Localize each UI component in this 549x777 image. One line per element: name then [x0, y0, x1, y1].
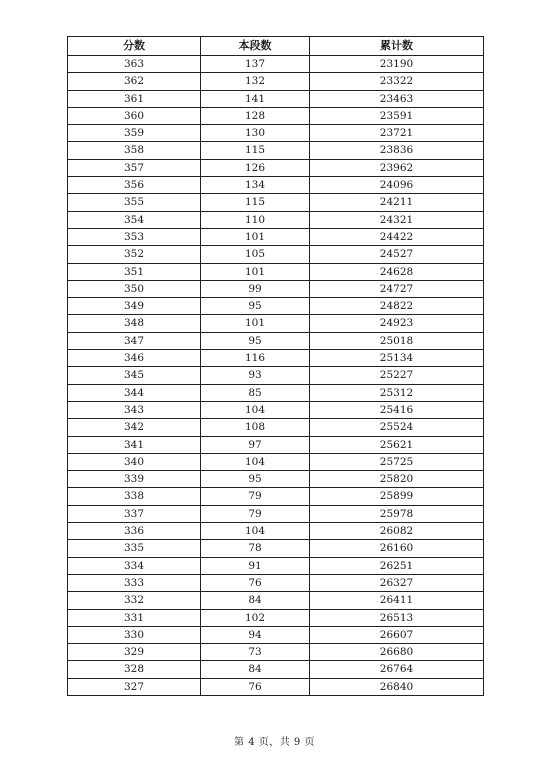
table-header-row [68, 37, 484, 56]
segment-count-cell: 99 [201, 280, 310, 297]
table-row [68, 263, 484, 280]
cumulative-count-cell: 25227 [310, 367, 484, 384]
score-cell: 345 [68, 367, 201, 384]
score-cell: 360 [68, 107, 201, 124]
header-segment-count: 本段数 [201, 37, 310, 56]
table-row [68, 298, 484, 315]
segment-count-cell: 84 [201, 661, 310, 678]
table-row [68, 384, 484, 401]
score-cell: 328 [68, 661, 201, 678]
segment-count-cell: 79 [201, 488, 310, 505]
table-row [68, 471, 484, 488]
table-row [68, 350, 484, 367]
cumulative-count-cell: 25621 [310, 436, 484, 453]
table-body [68, 56, 484, 696]
segment-count-cell: 91 [201, 557, 310, 574]
score-cell: 351 [68, 263, 201, 280]
table-row [68, 280, 484, 297]
segment-count-cell: 101 [201, 315, 310, 332]
score-cell: 346 [68, 350, 201, 367]
segment-count-cell: 137 [201, 56, 310, 73]
score-cell: 347 [68, 332, 201, 349]
table-row [68, 332, 484, 349]
score-cell: 330 [68, 626, 201, 643]
table-row [68, 367, 484, 384]
score-cell: 359 [68, 125, 201, 142]
segment-count-cell: 116 [201, 350, 310, 367]
segment-count-cell: 95 [201, 298, 310, 315]
table-row [68, 574, 484, 591]
score-cell: 362 [68, 73, 201, 90]
segment-count-cell: 76 [201, 678, 310, 695]
score-cell: 333 [68, 574, 201, 591]
score-cell: 356 [68, 177, 201, 194]
table-row [68, 246, 484, 263]
cumulative-count-cell: 24727 [310, 280, 484, 297]
cumulative-count-cell: 26082 [310, 523, 484, 540]
cumulative-count-cell: 25820 [310, 471, 484, 488]
cumulative-count-cell: 26411 [310, 592, 484, 609]
table-row [68, 401, 484, 418]
segment-count-cell: 73 [201, 644, 310, 661]
score-cell: 348 [68, 315, 201, 332]
cumulative-count-cell: 25416 [310, 401, 484, 418]
segment-count-cell: 95 [201, 471, 310, 488]
segment-count-cell: 115 [201, 194, 310, 211]
cumulative-count-cell: 24628 [310, 263, 484, 280]
score-cell: 354 [68, 211, 201, 228]
table-row [68, 194, 484, 211]
cumulative-count-cell: 25725 [310, 453, 484, 470]
segment-count-cell: 93 [201, 367, 310, 384]
score-cell: 336 [68, 523, 201, 540]
segment-count-cell: 105 [201, 246, 310, 263]
cumulative-count-cell: 23463 [310, 90, 484, 107]
score-cell: 350 [68, 280, 201, 297]
segment-count-cell: 115 [201, 142, 310, 159]
segment-count-cell: 134 [201, 177, 310, 194]
segment-count-cell: 128 [201, 107, 310, 124]
score-cell: 332 [68, 592, 201, 609]
score-cell: 355 [68, 194, 201, 211]
cumulative-count-cell: 26160 [310, 540, 484, 557]
segment-count-cell: 79 [201, 505, 310, 522]
segment-count-cell: 104 [201, 523, 310, 540]
score-cell: 337 [68, 505, 201, 522]
cumulative-count-cell: 26764 [310, 661, 484, 678]
segment-count-cell: 126 [201, 159, 310, 176]
cumulative-count-cell: 24822 [310, 298, 484, 315]
header-cumulative-count: 累计数 [310, 37, 484, 56]
table-row [68, 73, 484, 90]
table-row [68, 661, 484, 678]
score-cell: 363 [68, 56, 201, 73]
table-row [68, 211, 484, 228]
score-cell: 329 [68, 644, 201, 661]
cumulative-count-cell: 26840 [310, 678, 484, 695]
segment-count-cell: 104 [201, 453, 310, 470]
segment-count-cell: 110 [201, 211, 310, 228]
table-row [68, 523, 484, 540]
cumulative-count-cell: 26607 [310, 626, 484, 643]
cumulative-count-cell: 25312 [310, 384, 484, 401]
table-row [68, 488, 484, 505]
cumulative-count-cell: 24422 [310, 228, 484, 245]
cumulative-count-cell: 23591 [310, 107, 484, 124]
segment-count-cell: 76 [201, 574, 310, 591]
segment-count-cell: 84 [201, 592, 310, 609]
segment-count-cell: 85 [201, 384, 310, 401]
score-cell: 343 [68, 401, 201, 418]
table-row [68, 644, 484, 661]
segment-count-cell: 132 [201, 73, 310, 90]
score-cell: 334 [68, 557, 201, 574]
score-cell: 352 [68, 246, 201, 263]
score-cell: 335 [68, 540, 201, 557]
cumulative-count-cell: 23721 [310, 125, 484, 142]
header-score: 分数 [68, 37, 201, 56]
score-cell: 358 [68, 142, 201, 159]
score-cell: 349 [68, 298, 201, 315]
segment-count-cell: 101 [201, 228, 310, 245]
score-cell: 361 [68, 90, 201, 107]
segment-count-cell: 97 [201, 436, 310, 453]
segment-count-cell: 101 [201, 263, 310, 280]
segment-count-cell: 104 [201, 401, 310, 418]
segment-count-cell: 141 [201, 90, 310, 107]
table-row [68, 56, 484, 73]
score-cell: 327 [68, 678, 201, 695]
segment-count-cell: 130 [201, 125, 310, 142]
segment-count-cell: 94 [201, 626, 310, 643]
cumulative-count-cell: 26251 [310, 557, 484, 574]
segment-count-cell: 95 [201, 332, 310, 349]
score-cell: 340 [68, 453, 201, 470]
cumulative-count-cell: 23836 [310, 142, 484, 159]
cumulative-count-cell: 25134 [310, 350, 484, 367]
table-row [68, 142, 484, 159]
score-cell: 331 [68, 609, 201, 626]
score-distribution-table [67, 36, 484, 696]
table-row [68, 315, 484, 332]
table-row [68, 177, 484, 194]
cumulative-count-cell: 26327 [310, 574, 484, 591]
table-row [68, 228, 484, 245]
cumulative-count-cell: 25899 [310, 488, 484, 505]
score-cell: 342 [68, 419, 201, 436]
cumulative-count-cell: 25978 [310, 505, 484, 522]
table-row [68, 419, 484, 436]
table-row [68, 678, 484, 695]
table-row [68, 107, 484, 124]
cumulative-count-cell: 26513 [310, 609, 484, 626]
cumulative-count-cell: 25524 [310, 419, 484, 436]
table-row [68, 557, 484, 574]
page-footer: 第 4 页，共 9 页 [234, 737, 315, 748]
cumulative-count-cell: 24923 [310, 315, 484, 332]
segment-count-cell: 108 [201, 419, 310, 436]
table-row [68, 592, 484, 609]
table-row [68, 609, 484, 626]
cumulative-count-cell: 23962 [310, 159, 484, 176]
table-row [68, 453, 484, 470]
score-cell: 344 [68, 384, 201, 401]
score-cell: 339 [68, 471, 201, 488]
cumulative-count-cell: 26680 [310, 644, 484, 661]
segment-count-cell: 78 [201, 540, 310, 557]
table-row [68, 505, 484, 522]
cumulative-count-cell: 23190 [310, 56, 484, 73]
score-cell: 353 [68, 228, 201, 245]
table-row [68, 90, 484, 107]
cumulative-count-cell: 23322 [310, 73, 484, 90]
cumulative-count-cell: 24527 [310, 246, 484, 263]
score-cell: 338 [68, 488, 201, 505]
score-cell: 357 [68, 159, 201, 176]
table-row [68, 436, 484, 453]
table-row [68, 125, 484, 142]
segment-count-cell: 102 [201, 609, 310, 626]
score-cell: 341 [68, 436, 201, 453]
table-row [68, 626, 484, 643]
cumulative-count-cell: 24096 [310, 177, 484, 194]
cumulative-count-cell: 24211 [310, 194, 484, 211]
cumulative-count-cell: 25018 [310, 332, 484, 349]
cumulative-count-cell: 24321 [310, 211, 484, 228]
table-row [68, 159, 484, 176]
table-row [68, 540, 484, 557]
